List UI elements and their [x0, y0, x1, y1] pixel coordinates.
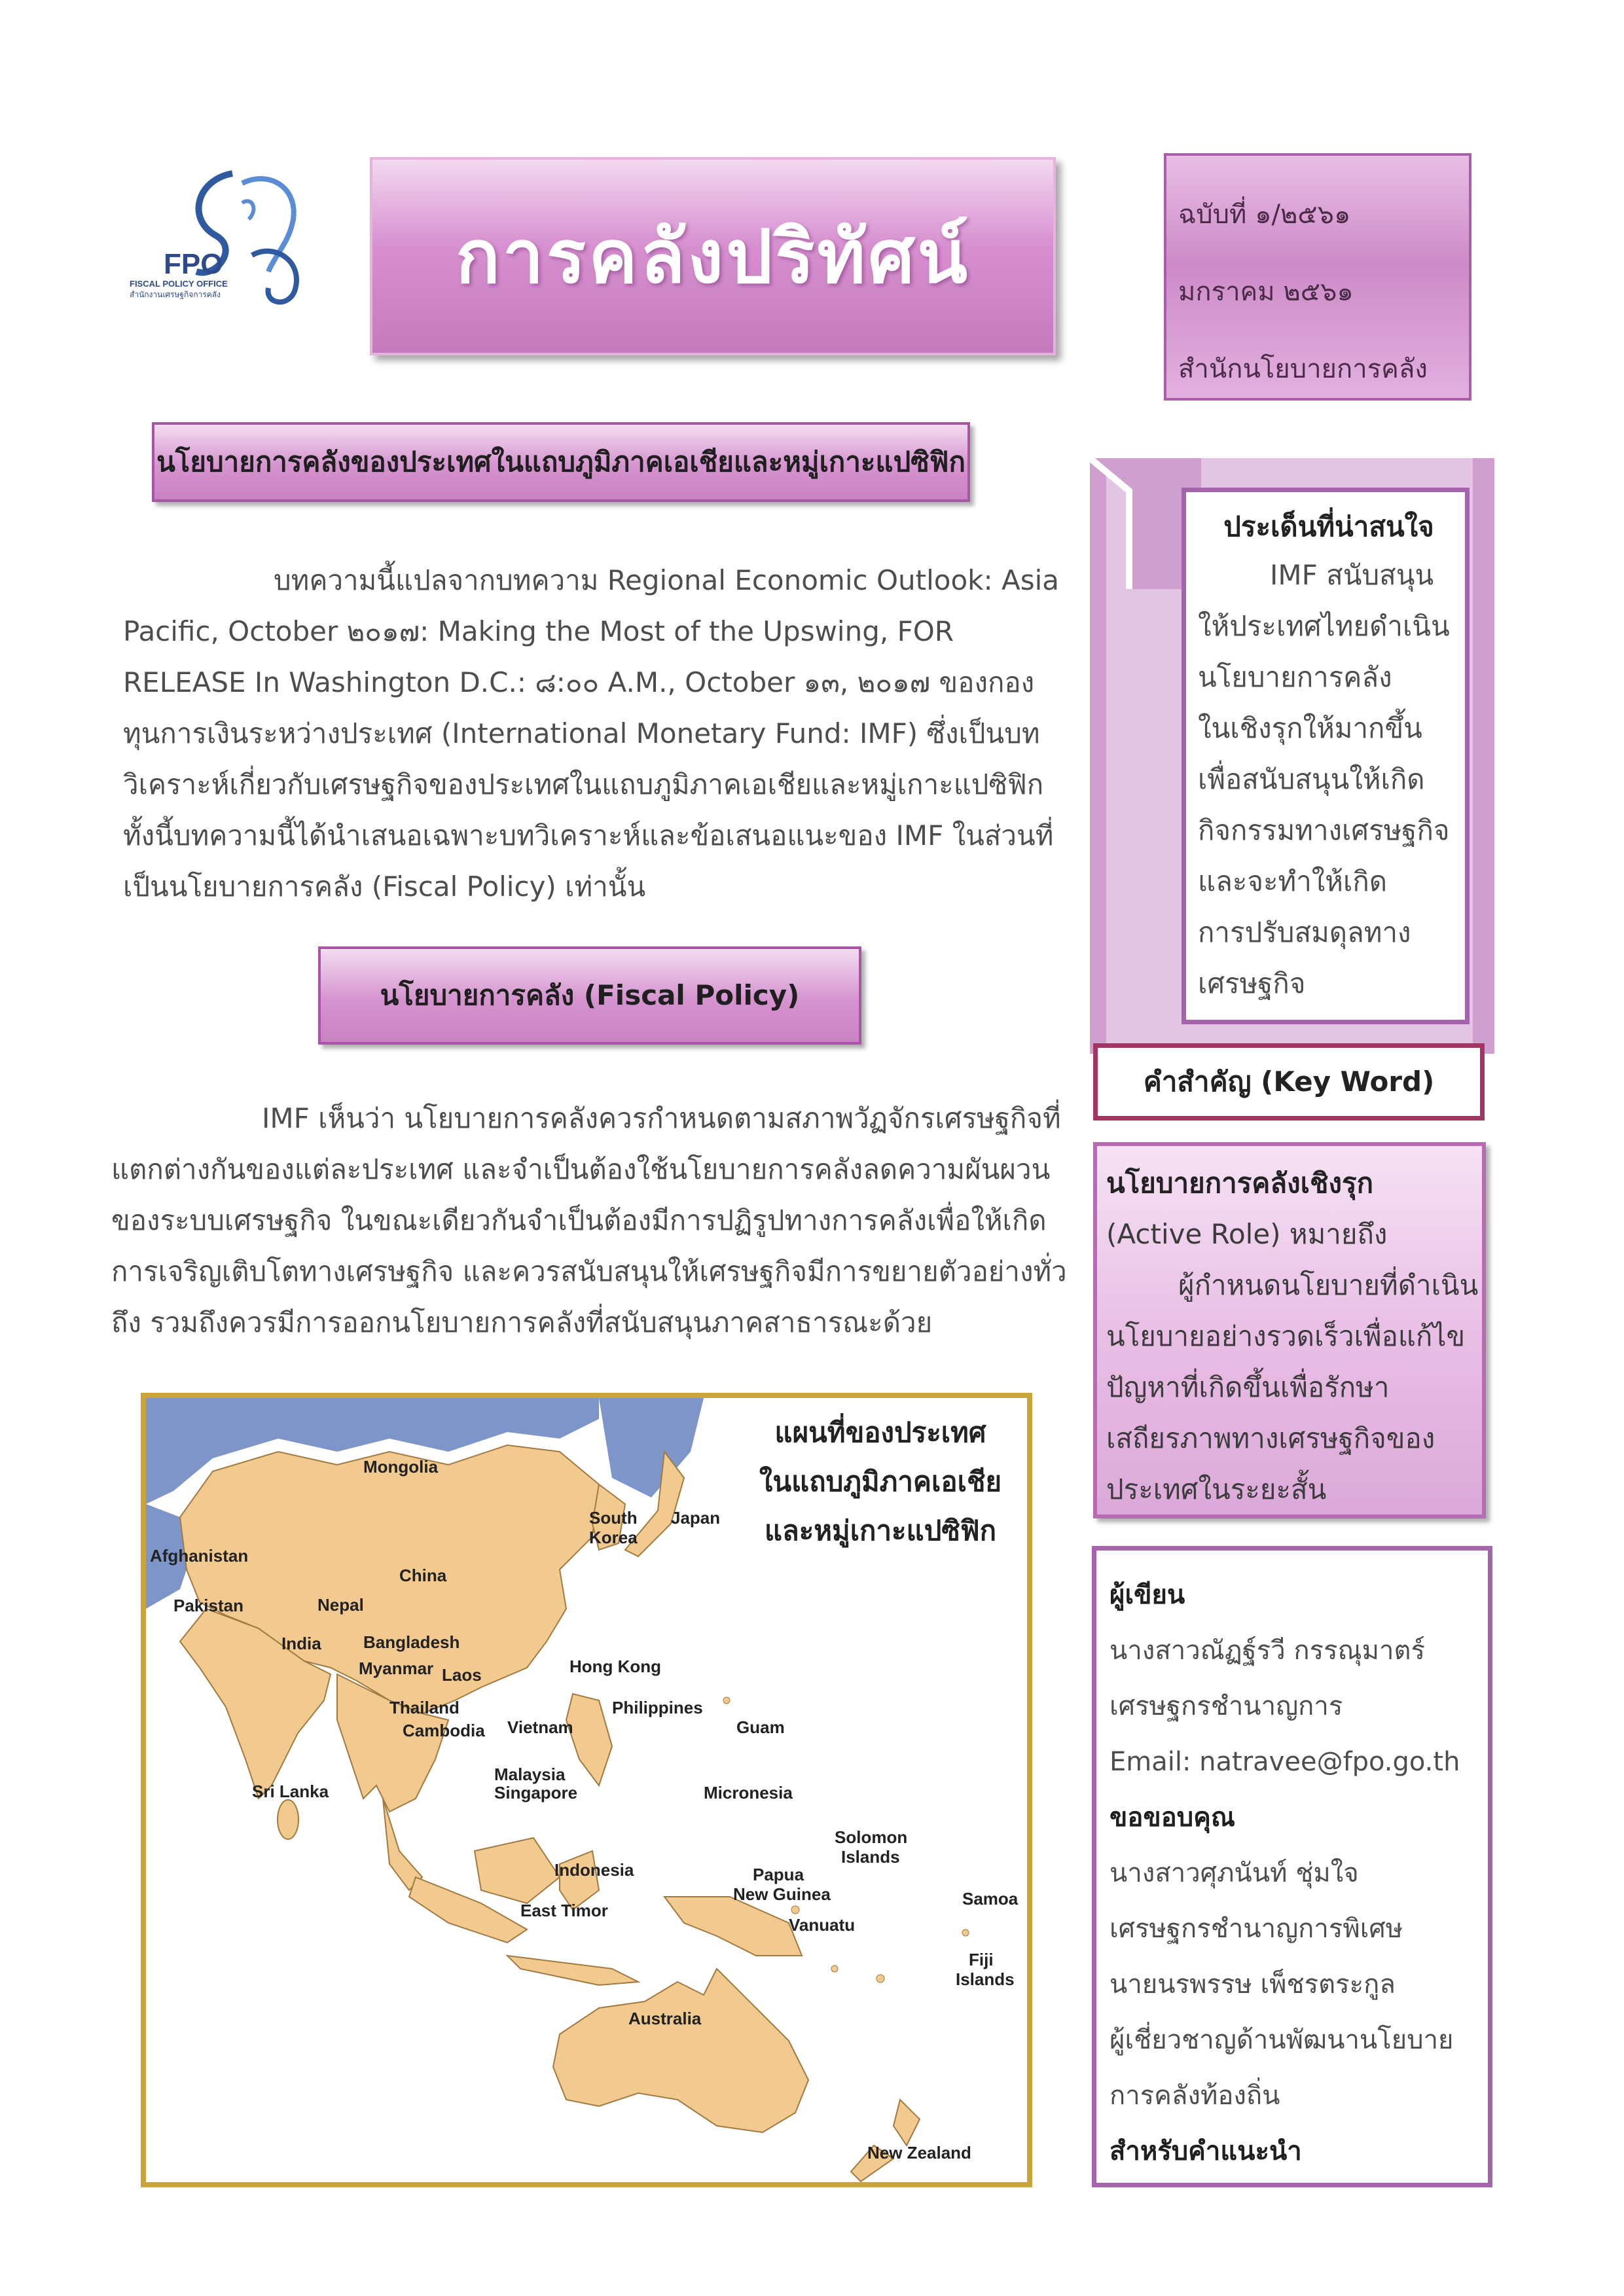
- definition-line: เสถียรภาพทางเศรษฐกิจของ: [1106, 1422, 1435, 1454]
- section1-paragraph: [123, 555, 1066, 912]
- keyword-definition: [1106, 1260, 1482, 1515]
- label-mongolia: Mongolia: [363, 1457, 439, 1477]
- fpo-logo: [118, 157, 334, 327]
- highlight-line: เศรษฐกิจ: [1198, 967, 1306, 999]
- issue-date: มกราคม ๒๕๖๑: [1178, 277, 1354, 307]
- author-email[interactable]: Email: natravee@fpo.go.th: [1110, 1747, 1460, 1777]
- label-nepal: Nepal: [317, 1595, 364, 1615]
- keyword-term: นโยบายการคลังเชิงรุก: [1106, 1167, 1374, 1199]
- highlight-title: ประเด็นที่น่าสนใจ: [1223, 511, 1434, 543]
- label-thailand: Thailand: [389, 1698, 460, 1717]
- samoa-dot: [962, 1929, 969, 1936]
- label-guam: Guam: [736, 1717, 785, 1737]
- publication-title: การคลังปริทัศน์: [456, 214, 970, 300]
- label-myanmar: Myanmar: [359, 1659, 434, 1678]
- label-singapore: Singapore: [494, 1783, 578, 1803]
- label-new-zealand: New Zealand: [867, 2143, 971, 2162]
- thanks-2-for: สำหรับคำแนะนำ: [1110, 2136, 1302, 2166]
- label-indonesia: Indonesia: [554, 1860, 634, 1880]
- highlight-box: [1182, 488, 1470, 1024]
- highlight-line: IMF สนับสนุน: [1270, 559, 1434, 591]
- label-fiji-islands: Islands: [956, 1969, 1015, 1989]
- label-india: India: [281, 1634, 321, 1653]
- label-vanuatu: Vanuatu: [789, 1915, 856, 1935]
- section2-paragraph-text: IMF เห็นว่า นโยบายการคลังควรกำหนดตามสภาพวัฏจักรเศรษฐกิจที่แตกต่างกันของแต่ละประเทศ และจำเป็นต้องใช้นโยบายการคลังลดความผันผวนของระบบเศรษฐกิจ ในขณะเดียวกันจำเป็นต้องมีการปฏิรูปทางการคลังเพื่อให้เกิดการเจริญเติบโตทางเศรษฐกิจ และควรสนับสนุนให้เศรษฐกิจมีการขยายตัวอย่างทั่วถึง รวมถึงควรมีการออกนโยบายการคลังที่สนับสนุนภาคสาธารณะด้วย: [111, 1102, 1067, 1338]
- label-papua: Papua: [753, 1865, 804, 1884]
- highlight-line: ให้ประเทศไทยดำเนิน: [1198, 610, 1450, 642]
- label-afghanistan: Afghanistan: [150, 1546, 249, 1566]
- author-heading: ผู้เขียน: [1110, 1580, 1185, 1610]
- label-micronesia: Micronesia: [704, 1783, 793, 1803]
- label-malaysia: Malaysia: [494, 1765, 566, 1784]
- thanks-2-title-2: การคลังท้องถิ่น: [1110, 2081, 1280, 2111]
- solomon-dot: [791, 1906, 799, 1914]
- thanks-2-title-1: ผู้เชี่ยวชาญด้านพัฒนานโยบาย: [1110, 2025, 1454, 2055]
- label-korea: Korea: [589, 1528, 638, 1547]
- label-hong-kong: Hong Kong: [569, 1657, 662, 1676]
- map-caption-1: แผนที่ของประเทศ: [774, 1416, 986, 1448]
- label-china: China: [399, 1566, 447, 1585]
- highlight-line: เพื่อสนับสนุนให้เกิด: [1198, 763, 1425, 795]
- credits-box: [1092, 1546, 1492, 2187]
- section2-paragraph: [111, 1093, 1074, 1348]
- definition-line: ประเทศในระยะสั้น: [1106, 1473, 1327, 1505]
- fiji-dot: [876, 1975, 884, 1982]
- publication-title-banner: [370, 157, 1056, 355]
- definition-line: ปัญหาที่เกิดขึ้นเพื่อรักษา: [1106, 1371, 1390, 1403]
- guam-dot: [723, 1697, 730, 1704]
- label-south: South: [589, 1508, 638, 1528]
- label-japan: Japan: [671, 1508, 721, 1528]
- highlight-line: นโยบายการคลัง: [1198, 661, 1392, 693]
- label-laos: Laos: [442, 1665, 482, 1685]
- label-philippines: Philippines: [612, 1698, 703, 1717]
- logo-text: FPO: [164, 248, 223, 280]
- thanks-heading: ขอขอบคุณ: [1110, 1803, 1235, 1833]
- label-solomon: Solomon: [835, 1827, 908, 1847]
- label-new-guinea: New Guinea: [733, 1884, 831, 1904]
- label-fiji: Fiji: [969, 1950, 994, 1969]
- highlight-body: [1198, 550, 1465, 1009]
- logo-subtext-th: สำนักงานเศรษฐกิจการคลัง: [130, 290, 221, 299]
- thanks-1-name: นางสาวศุภนันท์ ชุ่มใจ: [1110, 1858, 1359, 1888]
- sri-lanka-land: [278, 1800, 298, 1839]
- keyword-definition-box: [1093, 1142, 1486, 1518]
- asia-pacific-map: [141, 1393, 1032, 2187]
- section2-heading: นโยบายการคลัง (Fiscal Policy): [318, 946, 861, 1045]
- label-samoa: Samoa: [962, 1889, 1019, 1909]
- highlight-line: การปรับสมดุลทาง: [1198, 916, 1411, 948]
- section1-paragraph-text: บทความนี้แปลจากบทความ Regional Economic Outlook: Asia Pacific, October ๒๐๑๗: Making the Most of the Upswing, FOR RELEASE In Washington D.C.: ๘:๐๐ A.M., October ๑๓, ๒๐๑๗ ของกองทุนการเงินระหว่างประเทศ (International Monetary Fund: IMF) ซึ่งเป็นบทวิเคราะห์เกี่ยวกับเศรษฐกิจของประเทศในแถบภูมิภาคเอเชียและหมู่เกาะแปซิฟิก ทั้งนี้บทความนี้ได้นำเสนอเฉพาะบทวิเคราะห์และข้อเสนอแนะของ IMF ในส่วนที่เป็นนโยบายการคลัง (Fiscal Policy) เท่านั้น: [123, 564, 1059, 903]
- label-australia: Australia: [628, 2009, 702, 2028]
- highlight-line: และจะทำให้เกิด: [1198, 865, 1388, 897]
- label-cambodia: Cambodia: [403, 1721, 485, 1740]
- logo-subtext: FISCAL POLICY OFFICE: [130, 279, 228, 289]
- highlight-line: ในเชิงรุกให้มากขึ้น: [1198, 712, 1422, 744]
- issue-office: สำนักนโยบายการคลัง: [1178, 354, 1428, 384]
- thanks-2-name: นายนรพรรษ เพ็ชรตระกูล: [1110, 1969, 1396, 2000]
- thanks-1-title: เศรษฐกรชำนาญการพิเศษ: [1110, 1914, 1403, 1944]
- definition-line: ผู้กำหนดนโยบายที่ดำเนิน: [1178, 1269, 1479, 1301]
- highlight-line: กิจกรรมทางเศรษฐกิจ: [1198, 814, 1450, 846]
- label-vietnam: Vietnam: [507, 1717, 573, 1737]
- map-caption-2: ในแถบภูมิภาคเอเชีย: [759, 1465, 1002, 1498]
- label-bangladesh: Bangladesh: [363, 1632, 460, 1652]
- label-islands: Islands: [841, 1847, 900, 1867]
- author-name: นางสาวณัฏฐ์รวี กรรณุมาตร์: [1110, 1636, 1425, 1666]
- definition-line: นโยบายอย่างรวดเร็วเพื่อแก้ไข: [1106, 1320, 1466, 1352]
- label-sri-lanka: Sri Lanka: [252, 1782, 329, 1801]
- label-east-timor: East Timor: [520, 1901, 608, 1920]
- author-title: เศรษฐกรชำนาญการ: [1110, 1691, 1343, 1721]
- map-caption-3: และหมู่เกาะแปซิฟิก: [764, 1515, 997, 1547]
- keyword-heading: คำสำคัญ (Key Word): [1093, 1043, 1485, 1121]
- keyword-term-en: (Active Role) หมายถึง: [1106, 1218, 1388, 1250]
- label-pakistan: Pakistan: [173, 1596, 244, 1615]
- section1-heading: นโยบายการคลังของประเทศในแถบภูมิภาคเอเชียและหมู่เกาะแปซิฟิก: [152, 422, 970, 502]
- issue-number: ฉบับที่ ๑/๒๕๖๑: [1178, 200, 1351, 230]
- issue-info-box: [1164, 153, 1471, 401]
- vanuatu-dot: [831, 1965, 838, 1972]
